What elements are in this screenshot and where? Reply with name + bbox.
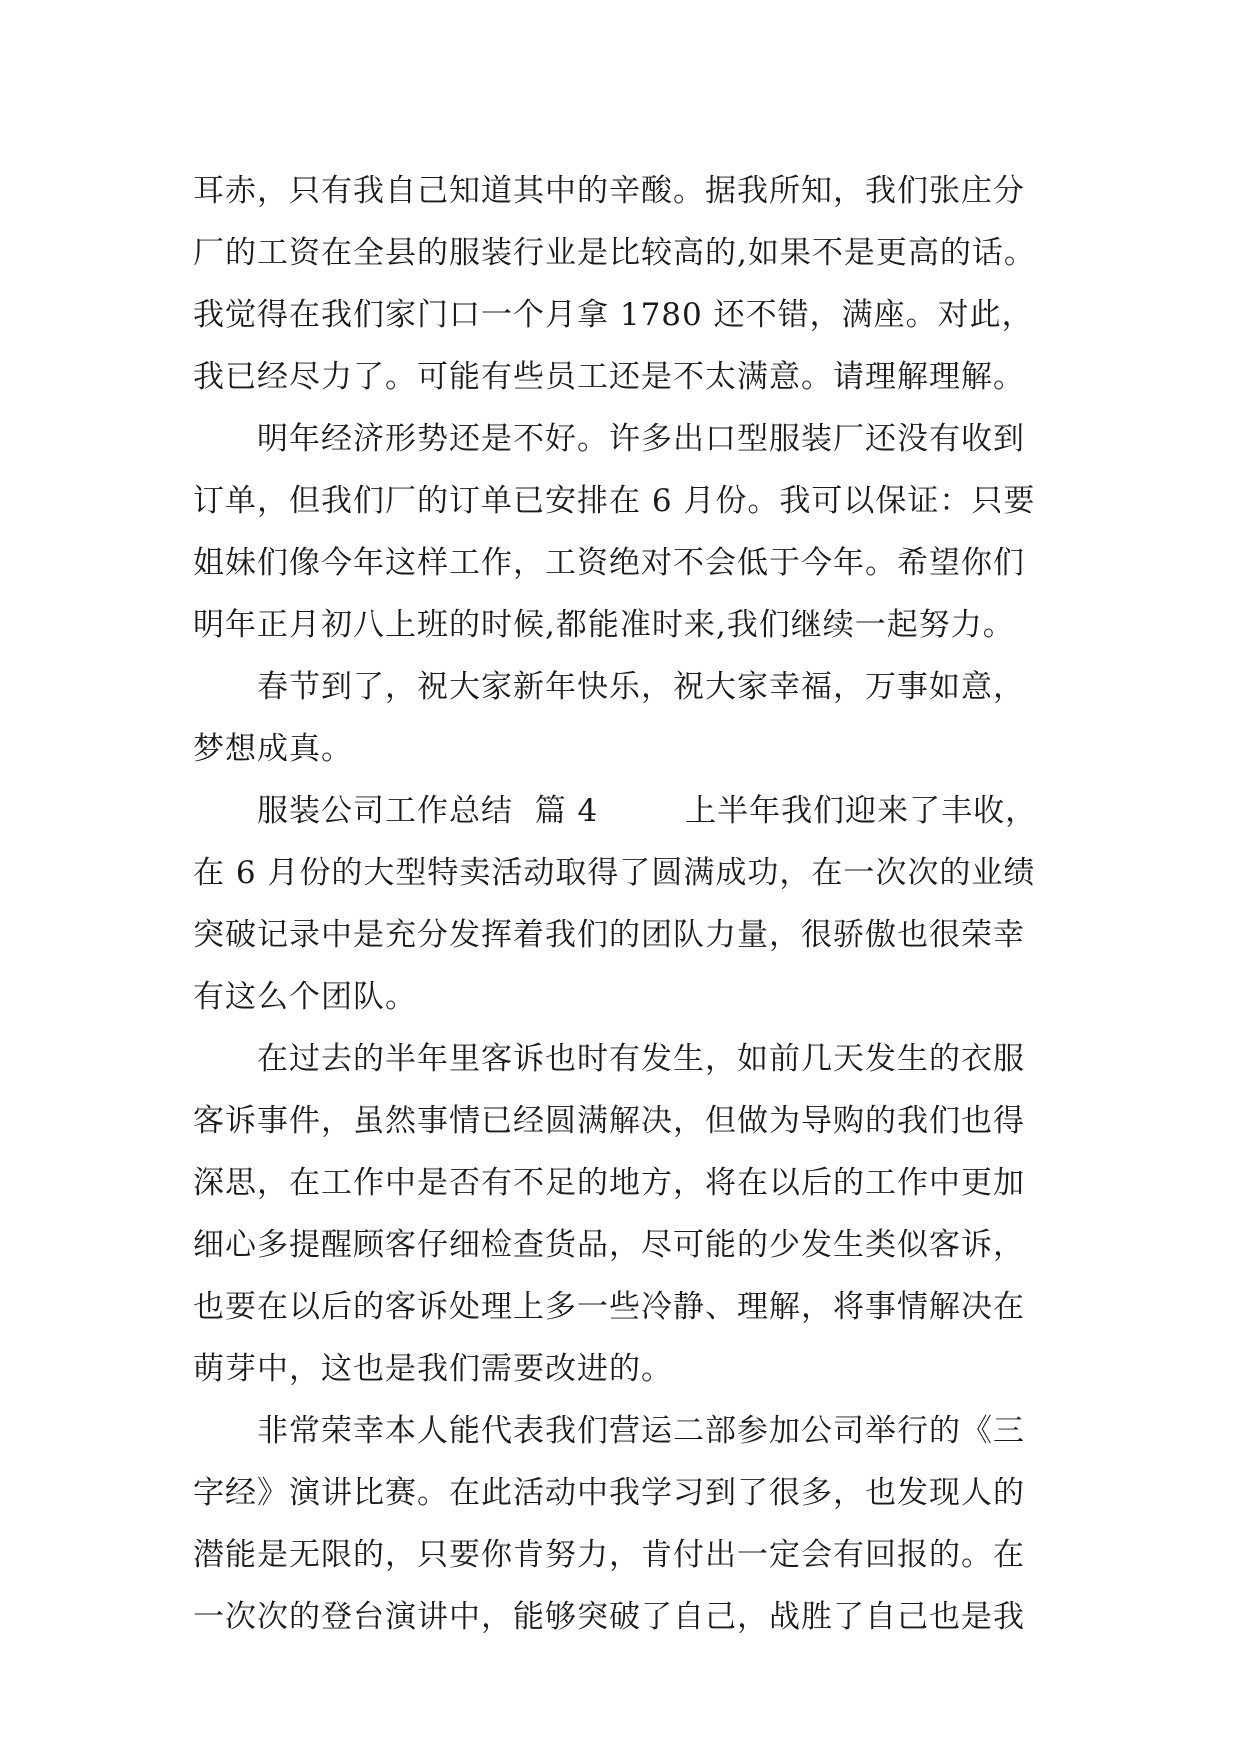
text-line: 我觉得在我们家门口一个月拿 1780 还不错，满座。对此， — [193, 297, 1034, 333]
text-line: 萌芽中，这也是我们需要改进的。 — [193, 1351, 673, 1387]
text-line: 深思，在工作中是否有不足的地方，将在以后的工作中更加 — [193, 1165, 1025, 1201]
paragraph-start-line: 春节到了，祝大家新年快乐，祝大家幸福，万事如意， — [257, 669, 1025, 705]
text-line: 我已经尽力了。可能有些员工还是不太满意。请理解理解。 — [193, 359, 1025, 395]
text-line: 突破记录中是充分发挥着我们的团队力量，很骄傲也很荣幸 — [193, 917, 1025, 953]
text-line: 梦想成真。 — [193, 731, 353, 767]
text-line: 客诉事件，虽然事情已经圆满解决，但做为导购的我们也得 — [193, 1103, 1025, 1139]
text-line: 字经》演讲比赛。在此活动中我学习到了很多，也发现人的 — [193, 1475, 1025, 1511]
text-line: 一次次的登台演讲中，能够突破了自己，战胜了自己也是我 — [193, 1599, 1025, 1635]
paragraph-start-line: 非常荣幸本人能代表我们营运二部参加公司举行的《三 — [257, 1413, 1025, 1449]
document-body — [193, 160, 1093, 1648]
text-line: 在 6 月份的大型特卖活动取得了圆满成功，在一次次的业绩 — [193, 855, 1036, 891]
text-line: 也要在以后的客诉处理上多一些冷静、理解，将事情解决在 — [193, 1289, 1025, 1325]
paragraph-start-line: 明年经济形势还是不好。许多出口型服装厂还没有收到 — [257, 421, 1025, 457]
text-line: 潜能是无限的，只要你肯努力，肯付出一定会有回报的。在 — [193, 1537, 1025, 1573]
text-line: 细心多提醒顾客仔细检查货品，尽可能的少发生类似客诉， — [193, 1227, 1025, 1263]
text-line: 有这么个团队。 — [193, 979, 417, 1015]
section-heading-line: 服装公司工作总结 篇 4 上半年我们迎来了丰收， — [257, 793, 1038, 829]
text-line: 订单，但我们厂的订单已安排在 6 月份。我可以保证：只要 — [193, 483, 1036, 519]
text-line: 明年正月初八上班的时候,都能准时来,我们继续一起努力。 — [193, 607, 1015, 643]
text-line: 姐妹们像今年这样工作，工资绝对不会低于今年。希望你们 — [193, 545, 1025, 581]
text-line: 耳赤，只有我自己知道其中的辛酸。据我所知，我们张庄分 — [193, 173, 1025, 209]
text-line: 厂的工资在全县的服装行业是比较高的,如果不是更高的话。 — [193, 235, 1036, 271]
paragraph-start-line: 在过去的半年里客诉也时有发生，如前几天发生的衣服 — [257, 1041, 1025, 1077]
